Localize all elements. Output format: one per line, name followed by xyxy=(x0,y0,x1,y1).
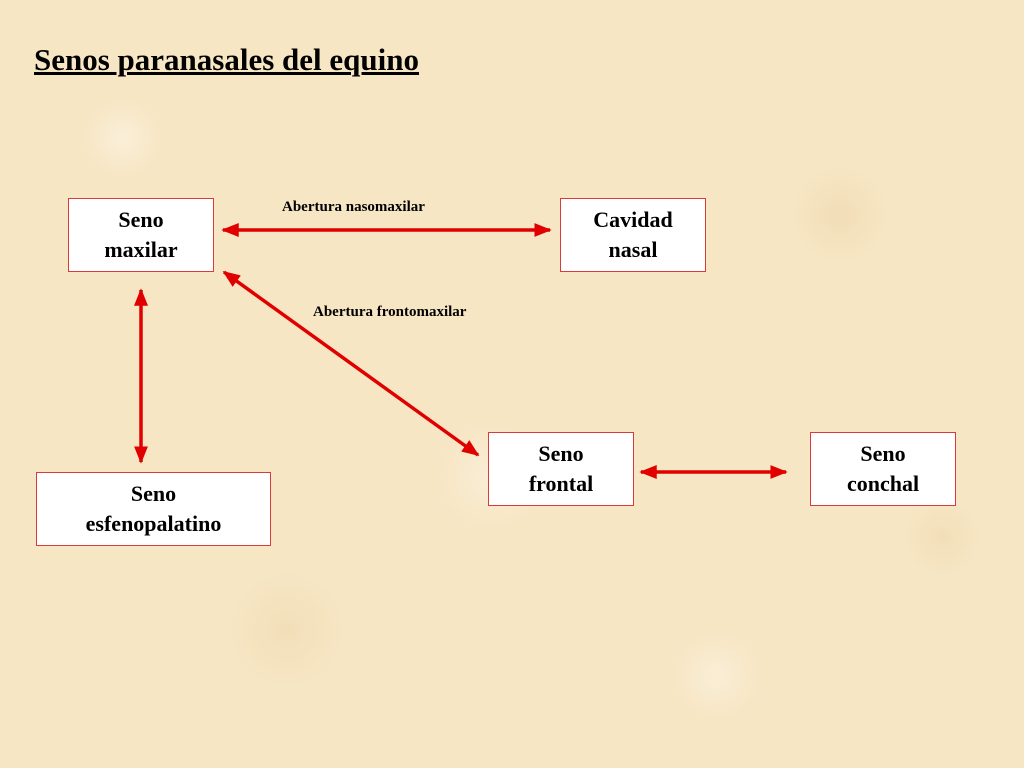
node-seno-esfenopalatino-line2: esfenopalatino xyxy=(85,511,222,536)
node-seno-conchal xyxy=(810,432,956,506)
node-seno-conchal-line1: Seno xyxy=(860,441,906,466)
node-cavidad-nasal xyxy=(560,198,706,272)
node-seno-frontal xyxy=(488,432,634,506)
arrow-maxilar-frontal xyxy=(224,272,478,455)
node-seno-frontal-line2: frontal xyxy=(528,471,594,496)
node-seno-maxilar-line1: Seno xyxy=(118,207,164,232)
label-abertura-nasomaxilar: Abertura nasomaxilar xyxy=(282,199,425,215)
node-cavidad-nasal-line1: Cavidad xyxy=(593,207,673,232)
node-seno-maxilar xyxy=(68,198,214,272)
node-seno-esfenopalatino-line1: Seno xyxy=(130,481,177,506)
node-seno-conchal-line2: conchal xyxy=(846,471,920,496)
node-cavidad-nasal-line2: nasal xyxy=(608,237,658,262)
label-abertura-frontomaxilar: Abertura frontomaxilar xyxy=(313,304,467,320)
node-seno-maxilar-line2: maxilar xyxy=(104,237,178,262)
node-seno-frontal-line1: Seno xyxy=(538,441,584,466)
node-seno-esfenopalatino xyxy=(36,472,271,546)
page-title: Senos paranasales del equino xyxy=(34,42,420,77)
